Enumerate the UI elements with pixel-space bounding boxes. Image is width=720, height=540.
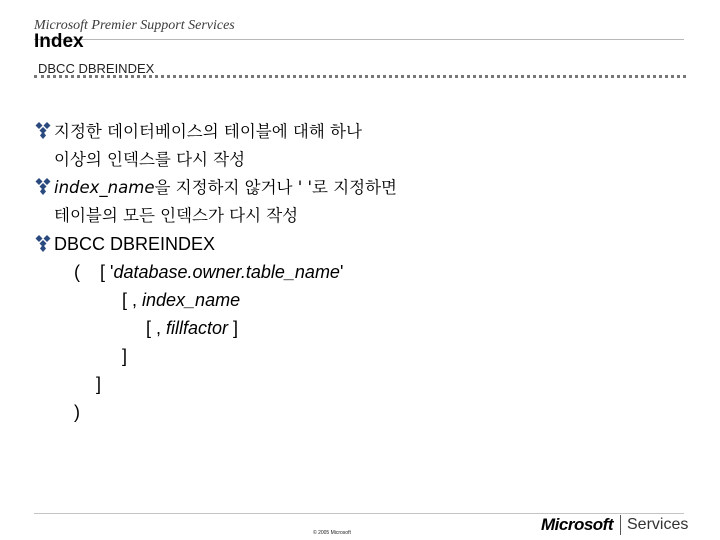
open-bracket-1: [ '	[100, 262, 114, 282]
syntax-line-4: ]	[122, 346, 128, 366]
dotted-divider	[34, 75, 686, 78]
open-bracket-2: [ ,	[122, 290, 143, 310]
syntax-line-3	[32, 314, 692, 342]
diamond-bullet-icon	[32, 119, 54, 141]
diamond-bullet-icon	[32, 175, 54, 197]
slide-body	[32, 118, 692, 426]
index-name-arg: index_name	[142, 290, 241, 310]
table-name-arg: database.owner.table_name	[113, 262, 340, 282]
page-subtitle: DBCC DBREINDEX	[38, 61, 155, 76]
open-paren: (	[74, 262, 80, 282]
bullet-1-continued: 이상의 인덱스를 다시 작성	[54, 150, 246, 169]
copyright-text: © 2005 Microsoft	[313, 530, 351, 536]
page-title: Index	[34, 31, 84, 52]
syntax-line-6: )	[74, 402, 80, 422]
diamond-bullet-icon	[32, 232, 54, 254]
close-quote: '	[339, 262, 344, 282]
syntax-line-5: ]	[96, 374, 102, 394]
bullet-2	[32, 174, 692, 202]
fillfactor-arg: fillfactor	[166, 318, 229, 338]
logo-divider	[620, 515, 621, 535]
bullet-2-text: 을 지정하지 않거나 ' '로 지정하면	[154, 178, 397, 197]
logo-brand: Microsoft	[541, 515, 613, 534]
bullet-3	[32, 230, 692, 258]
dbcc-command: DBCC DBREINDEX	[54, 234, 216, 254]
open-bracket-3: [ ,	[146, 318, 167, 338]
microsoft-services-logo	[541, 514, 688, 536]
logo-services: Services	[627, 516, 689, 533]
bullet-1-text: 지정한 데이터베이스의 테이블에 대해 하나	[54, 122, 362, 141]
header-divider	[34, 39, 684, 40]
close-bracket-3: ]	[228, 318, 239, 338]
syntax-line-2	[32, 286, 692, 314]
bullet-1	[32, 118, 692, 146]
syntax-line-1	[32, 258, 692, 286]
bullet-2-continued: 테이블의 모든 인덱스가 다시 작성	[54, 206, 299, 225]
index-name-term: index_name	[54, 178, 155, 197]
brand-header: Microsoft Premier Support Services	[34, 18, 235, 33]
